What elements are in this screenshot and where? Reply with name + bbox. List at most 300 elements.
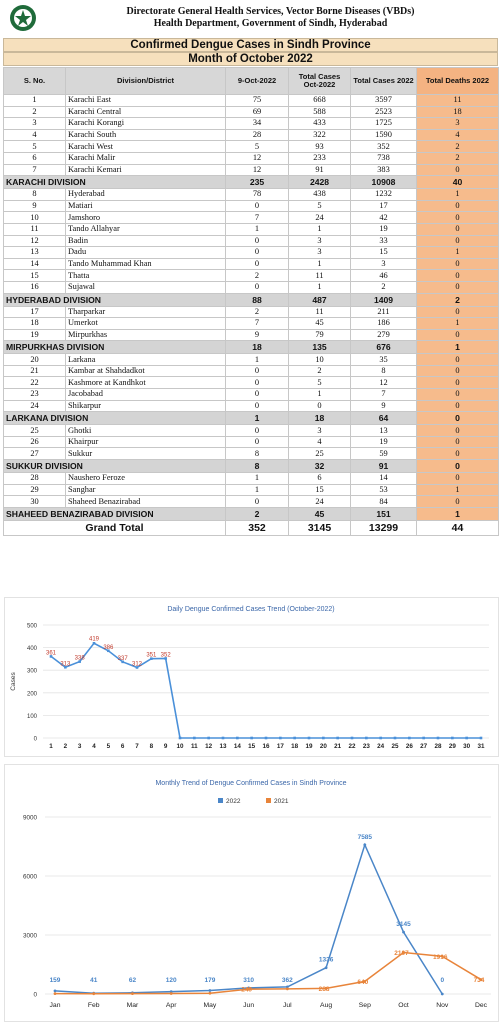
cell-oct-cases: 1 bbox=[289, 258, 351, 270]
cell-day-cases: 2 bbox=[226, 270, 289, 282]
legend-label: 2021 bbox=[274, 798, 289, 805]
table-row bbox=[4, 377, 499, 389]
data-point bbox=[236, 737, 239, 740]
daily-cases-line bbox=[51, 643, 481, 738]
cell-sno: 12 bbox=[4, 235, 66, 247]
x-tick-label: 6 bbox=[120, 743, 125, 750]
cell-year-cases: 19 bbox=[351, 223, 417, 235]
cell-year-cases: 186 bbox=[351, 318, 417, 330]
cell-oct-cases: 1 bbox=[289, 281, 351, 293]
cell-district: Kambar at Shahdadkot bbox=[66, 365, 226, 377]
cell-oct-cases: 233 bbox=[289, 152, 351, 164]
cell-sno: 2 bbox=[4, 106, 66, 118]
cell-sno: 4 bbox=[4, 129, 66, 141]
cell-deaths: 44 bbox=[417, 520, 499, 535]
col-header-day: 9-Oct-2022 bbox=[226, 68, 289, 95]
cell-day-cases: 12 bbox=[226, 152, 289, 164]
cell-day-cases: 69 bbox=[226, 106, 289, 118]
cell-oct-cases: 11 bbox=[289, 306, 351, 318]
cell-year-cases: 46 bbox=[351, 270, 417, 282]
cell-day-cases: 0 bbox=[226, 400, 289, 412]
data-point bbox=[54, 992, 57, 995]
table-row bbox=[4, 448, 499, 460]
cell-district: Hyderabad bbox=[66, 189, 226, 201]
data-label: 2107 bbox=[394, 950, 409, 958]
x-tick-label: 22 bbox=[348, 743, 356, 750]
cell-deaths: 1 bbox=[417, 189, 499, 201]
cell-deaths: 1 bbox=[417, 484, 499, 496]
cell-day-cases: 1 bbox=[226, 473, 289, 485]
col-header-year: Total Cases 2022 bbox=[351, 68, 417, 95]
x-tick-label: 31 bbox=[477, 743, 485, 750]
cell-day-cases: 0 bbox=[226, 200, 289, 212]
data-label: 3145 bbox=[396, 921, 411, 929]
cell-oct-cases: 487 bbox=[289, 293, 351, 306]
x-tick-label: Sep bbox=[358, 1002, 371, 1009]
table-row bbox=[4, 473, 499, 485]
division-total-row bbox=[4, 412, 499, 425]
cell-day-cases: 1 bbox=[226, 484, 289, 496]
data-point bbox=[336, 737, 339, 740]
cell-year-cases: 211 bbox=[351, 306, 417, 318]
cell-deaths: 0 bbox=[417, 354, 499, 366]
data-point bbox=[265, 737, 268, 740]
data-point bbox=[394, 737, 397, 740]
cell-district: Dadu bbox=[66, 247, 226, 259]
x-tick-label: 21 bbox=[334, 743, 342, 750]
cell-oct-cases: 3 bbox=[289, 235, 351, 247]
cell-sno: 26 bbox=[4, 436, 66, 448]
table-row bbox=[4, 118, 499, 130]
cell-deaths: 0 bbox=[417, 306, 499, 318]
x-tick-label: 27 bbox=[420, 743, 428, 750]
dengue-cases-table bbox=[3, 67, 499, 536]
data-point bbox=[222, 737, 225, 740]
data-label: 352 bbox=[160, 652, 171, 659]
table-row bbox=[4, 389, 499, 401]
cell-oct-cases: 15 bbox=[289, 484, 351, 496]
data-label: 1336 bbox=[318, 956, 334, 964]
x-tick-label: 20 bbox=[319, 743, 327, 750]
cell-oct-cases: 3 bbox=[289, 247, 351, 259]
x-tick-label: Feb bbox=[87, 1002, 100, 1009]
cell-sno: 22 bbox=[4, 377, 66, 389]
data-point bbox=[279, 737, 282, 740]
x-tick-label: 29 bbox=[448, 743, 456, 750]
data-point bbox=[193, 737, 196, 740]
cell-year-cases: 3597 bbox=[351, 95, 417, 107]
cell-deaths: 0 bbox=[417, 460, 499, 473]
cell-district: Shaheed Benazirabad bbox=[66, 496, 226, 508]
data-point bbox=[207, 737, 210, 740]
data-label: 1916 bbox=[433, 953, 448, 961]
sindh-government-logo bbox=[8, 3, 38, 33]
cell-day-cases: 2 bbox=[226, 507, 289, 520]
data-label: 419 bbox=[88, 636, 100, 643]
cell-oct-cases: 79 bbox=[289, 329, 351, 341]
x-tick-label: Mar bbox=[126, 1002, 139, 1009]
y-tick-label: 400 bbox=[26, 646, 37, 653]
data-label: 7585 bbox=[357, 833, 373, 841]
x-tick-label: 8 bbox=[149, 743, 154, 750]
monthly-trend-svg bbox=[5, 765, 498, 1021]
cell-deaths: 0 bbox=[417, 377, 499, 389]
data-label: 312 bbox=[131, 661, 143, 668]
cell-day-cases: 18 bbox=[226, 341, 289, 354]
cell-oct-cases: 135 bbox=[289, 341, 351, 354]
data-point bbox=[92, 992, 95, 995]
division-name: LARKANA DIVISION bbox=[4, 412, 226, 425]
table-row bbox=[4, 200, 499, 212]
table-row bbox=[4, 365, 499, 377]
cell-sno: 16 bbox=[4, 281, 66, 293]
cell-deaths: 0 bbox=[417, 425, 499, 437]
y-tick-label: 500 bbox=[26, 623, 37, 630]
x-tick-label: Oct bbox=[398, 1002, 409, 1009]
x-tick-label: Jan bbox=[49, 1002, 61, 1009]
cell-deaths: 18 bbox=[417, 106, 499, 118]
cell-district: Sukkur bbox=[66, 448, 226, 460]
cell-day-cases: 0 bbox=[226, 436, 289, 448]
data-label: 351 bbox=[146, 652, 157, 659]
legend-swatch bbox=[266, 798, 271, 803]
data-point bbox=[170, 992, 173, 995]
cell-deaths: 1 bbox=[417, 318, 499, 330]
data-label: 62 bbox=[128, 977, 137, 985]
cell-year-cases: 91 bbox=[351, 460, 417, 473]
cell-year-cases: 17 bbox=[351, 200, 417, 212]
data-point bbox=[441, 993, 444, 996]
cell-district: Khairpur bbox=[66, 436, 226, 448]
col-header-sno: S. No. bbox=[4, 68, 66, 95]
cell-day-cases: 0 bbox=[226, 247, 289, 259]
cell-year-cases: 151 bbox=[351, 507, 417, 520]
data-point bbox=[308, 737, 311, 740]
cell-oct-cases: 5 bbox=[289, 200, 351, 212]
cell-oct-cases: 4 bbox=[289, 436, 351, 448]
cell-oct-cases: 322 bbox=[289, 129, 351, 141]
cell-oct-cases: 25 bbox=[289, 448, 351, 460]
cell-day-cases: 0 bbox=[226, 235, 289, 247]
cell-deaths: 0 bbox=[417, 412, 499, 425]
cell-sno: 29 bbox=[4, 484, 66, 496]
cell-year-cases: 42 bbox=[351, 212, 417, 224]
cell-day-cases: 9 bbox=[226, 329, 289, 341]
cell-year-cases: 2 bbox=[351, 281, 417, 293]
cell-oct-cases: 1 bbox=[289, 223, 351, 235]
cell-district: Naushero Feroze bbox=[66, 473, 226, 485]
cell-district: Tando Muhammad Khan bbox=[66, 258, 226, 270]
legend-swatch bbox=[218, 798, 223, 803]
cell-district: Karachi Kemari bbox=[66, 164, 226, 176]
table-row bbox=[4, 306, 499, 318]
cell-oct-cases: 3 bbox=[289, 425, 351, 437]
data-label: 288 bbox=[318, 985, 330, 993]
cell-day-cases: 8 bbox=[226, 448, 289, 460]
chart-title: Monthly Trend of Dengue Confirmed Cases in Sindh Province bbox=[155, 780, 347, 787]
cell-oct-cases: 2 bbox=[289, 365, 351, 377]
cell-deaths: 0 bbox=[417, 365, 499, 377]
cell-day-cases: 0 bbox=[226, 389, 289, 401]
cell-year-cases: 2523 bbox=[351, 106, 417, 118]
report-title: Confirmed Dengue Cases in Sindh Province bbox=[3, 38, 498, 52]
cell-day-cases: 75 bbox=[226, 95, 289, 107]
division-total-row bbox=[4, 293, 499, 306]
cell-district: Karachi Korangi bbox=[66, 118, 226, 130]
cell-year-cases: 53 bbox=[351, 484, 417, 496]
cell-year-cases: 8 bbox=[351, 365, 417, 377]
x-tick-label: 28 bbox=[434, 743, 442, 750]
y-tick-label: 3000 bbox=[22, 932, 37, 940]
x-tick-label: 23 bbox=[362, 743, 370, 750]
cell-deaths: 0 bbox=[417, 235, 499, 247]
x-tick-label: May bbox=[203, 1002, 217, 1009]
cell-deaths: 2 bbox=[417, 141, 499, 153]
x-tick-label: Apr bbox=[165, 1002, 177, 1009]
legend-label: 2022 bbox=[226, 798, 241, 805]
cell-deaths: 1 bbox=[417, 247, 499, 259]
cell-deaths: 0 bbox=[417, 448, 499, 460]
cell-deaths: 0 bbox=[417, 496, 499, 508]
cell-year-cases: 19 bbox=[351, 436, 417, 448]
x-tick-label: 9 bbox=[163, 743, 168, 750]
cell-sno: 18 bbox=[4, 318, 66, 330]
cell-deaths: 0 bbox=[417, 258, 499, 270]
data-label: 179 bbox=[204, 977, 216, 985]
cell-oct-cases: 10 bbox=[289, 354, 351, 366]
cell-sno: 23 bbox=[4, 389, 66, 401]
cell-district: Tharparkar bbox=[66, 306, 226, 318]
cell-year-cases: 9 bbox=[351, 400, 417, 412]
data-point bbox=[365, 737, 368, 740]
data-point bbox=[286, 987, 289, 990]
cell-day-cases: 88 bbox=[226, 293, 289, 306]
cell-deaths: 0 bbox=[417, 389, 499, 401]
monthly-trend-chart bbox=[4, 764, 499, 1022]
cell-district: Karachi East bbox=[66, 95, 226, 107]
table-row bbox=[4, 189, 499, 201]
cell-sno: 28 bbox=[4, 473, 66, 485]
cell-deaths: 0 bbox=[417, 212, 499, 224]
cell-year-cases: 3 bbox=[351, 258, 417, 270]
cell-year-cases: 383 bbox=[351, 164, 417, 176]
x-tick-label: 1 bbox=[49, 743, 53, 750]
report-header bbox=[0, 0, 501, 38]
col-header-deaths: Total Deaths 2022 bbox=[417, 68, 499, 95]
cell-sno: 17 bbox=[4, 306, 66, 318]
cell-sno: 27 bbox=[4, 448, 66, 460]
cell-sno: 30 bbox=[4, 496, 66, 508]
data-point bbox=[408, 737, 411, 740]
data-point bbox=[379, 737, 382, 740]
division-total-row bbox=[4, 460, 499, 473]
x-tick-label: 12 bbox=[205, 743, 213, 750]
cell-year-cases: 84 bbox=[351, 496, 417, 508]
data-label: 386 bbox=[103, 644, 114, 651]
cell-oct-cases: 1 bbox=[289, 389, 351, 401]
cell-deaths: 0 bbox=[417, 281, 499, 293]
series-line-2022 bbox=[55, 845, 445, 994]
cell-district: Sujawal bbox=[66, 281, 226, 293]
cell-sno: 21 bbox=[4, 365, 66, 377]
table-row bbox=[4, 247, 499, 259]
data-label: 159 bbox=[49, 977, 61, 985]
data-label: 310 bbox=[243, 977, 255, 985]
cell-district: Jacobabad bbox=[66, 389, 226, 401]
division-name: SUKKUR DIVISION bbox=[4, 460, 226, 473]
cell-oct-cases: 2428 bbox=[289, 176, 351, 189]
data-label: 0 bbox=[440, 977, 445, 985]
cell-deaths: 0 bbox=[417, 270, 499, 282]
cell-district: Kashmore at Kandhkot bbox=[66, 377, 226, 389]
table-row bbox=[4, 400, 499, 412]
cell-sno: 24 bbox=[4, 400, 66, 412]
cell-deaths: 4 bbox=[417, 129, 499, 141]
y-tick-label: 200 bbox=[26, 691, 37, 698]
table-row bbox=[4, 129, 499, 141]
chart-title: Daily Dengue Confirmed Cases Trend (October-2022) bbox=[167, 606, 335, 613]
cell-district: Thatta bbox=[66, 270, 226, 282]
data-point bbox=[322, 737, 325, 740]
y-tick-label: 300 bbox=[26, 668, 37, 675]
table-row bbox=[4, 496, 499, 508]
cell-district: Tando Allahyar bbox=[66, 223, 226, 235]
col-header-oct: Total Cases Oct-2022 bbox=[289, 68, 351, 95]
cell-day-cases: 12 bbox=[226, 164, 289, 176]
x-tick-label: 25 bbox=[391, 743, 399, 750]
data-label: 337 bbox=[117, 655, 128, 662]
data-point bbox=[293, 737, 296, 740]
cell-sno: 3 bbox=[4, 118, 66, 130]
table-row bbox=[4, 484, 499, 496]
cell-deaths: 1 bbox=[417, 507, 499, 520]
cell-district: Sanghar bbox=[66, 484, 226, 496]
cell-day-cases: 1 bbox=[226, 354, 289, 366]
cell-year-cases: 7 bbox=[351, 389, 417, 401]
cell-sno: 5 bbox=[4, 141, 66, 153]
cell-sno: 7 bbox=[4, 164, 66, 176]
cell-day-cases: 0 bbox=[226, 281, 289, 293]
x-tick-label: 19 bbox=[305, 743, 313, 750]
cell-deaths: 0 bbox=[417, 200, 499, 212]
cell-deaths: 40 bbox=[417, 176, 499, 189]
data-point bbox=[250, 737, 253, 740]
cell-district: Badin bbox=[66, 235, 226, 247]
data-point bbox=[363, 843, 366, 846]
cell-oct-cases: 438 bbox=[289, 189, 351, 201]
table-row bbox=[4, 152, 499, 164]
data-point bbox=[422, 737, 425, 740]
table-row bbox=[4, 106, 499, 118]
cell-district: Karachi Central bbox=[66, 106, 226, 118]
division-total-row bbox=[4, 341, 499, 354]
cell-oct-cases: 24 bbox=[289, 496, 351, 508]
data-label: 313 bbox=[60, 661, 71, 668]
cell-year-cases: 13 bbox=[351, 425, 417, 437]
data-label: 41 bbox=[90, 977, 98, 985]
data-point bbox=[437, 737, 440, 740]
cell-year-cases: 738 bbox=[351, 152, 417, 164]
col-header-district: Division/District bbox=[66, 68, 226, 95]
data-label: 361 bbox=[45, 650, 57, 657]
cell-year-cases: 1409 bbox=[351, 293, 417, 306]
table-row bbox=[4, 354, 499, 366]
cell-oct-cases: 0 bbox=[289, 400, 351, 412]
cell-day-cases: 0 bbox=[226, 365, 289, 377]
x-tick-label: 18 bbox=[291, 743, 299, 750]
data-label: 120 bbox=[165, 977, 177, 985]
cell-deaths: 0 bbox=[417, 164, 499, 176]
cell-sno: 8 bbox=[4, 189, 66, 201]
header-line-1: Directorate General Health Services, Vector Borne Diseases (VBDs) bbox=[126, 6, 415, 17]
cell-year-cases: 64 bbox=[351, 412, 417, 425]
cell-oct-cases: 11 bbox=[289, 270, 351, 282]
x-tick-label: 24 bbox=[377, 743, 385, 750]
cell-day-cases: 78 bbox=[226, 189, 289, 201]
grand-total-row bbox=[4, 520, 499, 535]
cell-sno: 10 bbox=[4, 212, 66, 224]
cell-sno: 1 bbox=[4, 95, 66, 107]
cell-oct-cases: 93 bbox=[289, 141, 351, 153]
cell-district: Matiari bbox=[66, 200, 226, 212]
y-axis-label: Cases bbox=[10, 672, 17, 691]
division-name: SHAHEED BENAZIRABAD DIVISION bbox=[4, 507, 226, 520]
x-tick-label: Dec bbox=[474, 1002, 488, 1009]
table-row bbox=[4, 329, 499, 341]
cell-district: Umerkot bbox=[66, 318, 226, 330]
y-tick-label: 9000 bbox=[22, 814, 37, 822]
x-tick-label: 13 bbox=[219, 743, 227, 750]
cell-deaths: 0 bbox=[417, 329, 499, 341]
y-tick-label: 0 bbox=[33, 991, 37, 999]
data-label: 640 bbox=[357, 978, 369, 986]
cell-deaths: 0 bbox=[417, 436, 499, 448]
cell-district: Karachi South bbox=[66, 129, 226, 141]
y-tick-label: 6000 bbox=[22, 873, 37, 881]
cell-day-cases: 2 bbox=[226, 306, 289, 318]
x-tick-label: Nov bbox=[436, 1002, 449, 1009]
cell-day-cases: 5 bbox=[226, 141, 289, 153]
data-point bbox=[93, 642, 96, 645]
daily-trend-svg bbox=[5, 598, 498, 756]
data-point bbox=[402, 931, 405, 934]
cell-district: Karachi Malir bbox=[66, 152, 226, 164]
cell-day-cases: 0 bbox=[226, 496, 289, 508]
cell-day-cases: 1 bbox=[226, 412, 289, 425]
cell-oct-cases: 6 bbox=[289, 473, 351, 485]
cell-year-cases: 1590 bbox=[351, 129, 417, 141]
cell-sno: 15 bbox=[4, 270, 66, 282]
report-subtitle: Month of October 2022 bbox=[3, 52, 498, 66]
data-point bbox=[209, 989, 212, 992]
division-name: HYDERABAD DIVISION bbox=[4, 293, 226, 306]
y-tick-label: 0 bbox=[33, 736, 37, 743]
data-point bbox=[325, 966, 328, 969]
cell-oct-cases: 433 bbox=[289, 118, 351, 130]
cell-year-cases: 676 bbox=[351, 341, 417, 354]
y-tick-label: 100 bbox=[26, 713, 37, 720]
x-tick-label: Aug bbox=[320, 1002, 333, 1009]
data-label: 249 bbox=[241, 986, 253, 994]
header-line-2: Health Department, Government of Sindh, Hyderabad bbox=[153, 18, 388, 29]
x-tick-label: 2 bbox=[63, 743, 68, 750]
x-tick-label: 17 bbox=[276, 743, 284, 750]
cell-year-cases: 33 bbox=[351, 235, 417, 247]
cell-deaths: 11 bbox=[417, 95, 499, 107]
data-point bbox=[480, 737, 483, 740]
cell-sno: 13 bbox=[4, 247, 66, 259]
cell-sno: 6 bbox=[4, 152, 66, 164]
